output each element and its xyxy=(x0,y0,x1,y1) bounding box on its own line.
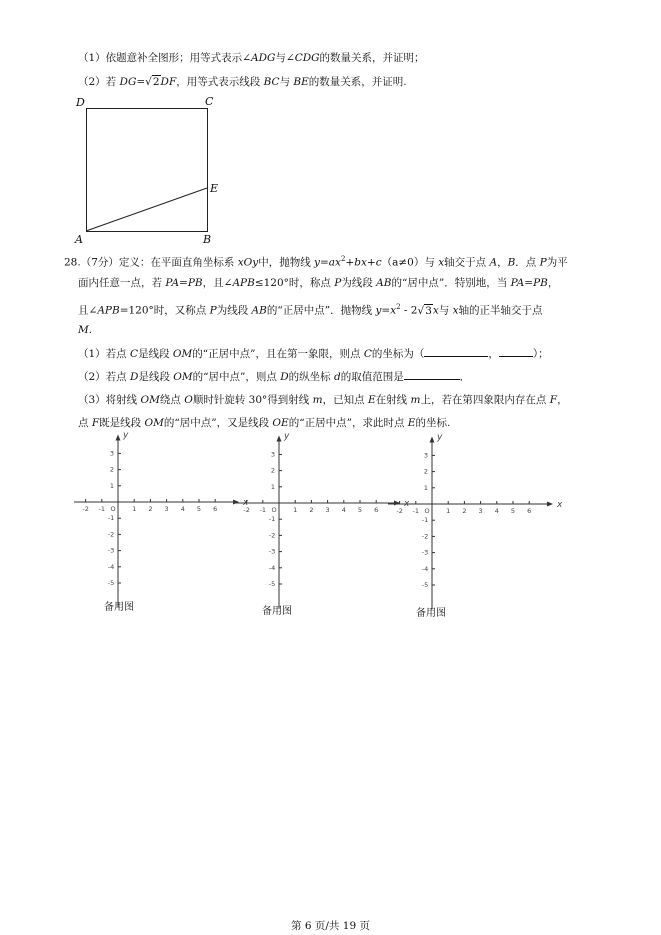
axes-svg xyxy=(235,431,413,619)
y-tick-label: 3 xyxy=(109,449,115,458)
x-tick-label: 2 xyxy=(148,505,153,513)
y-axis-arrow xyxy=(277,435,282,441)
x-tick-label: 3 xyxy=(478,507,483,515)
label-e: E xyxy=(210,182,219,195)
y-tick-label: -5 xyxy=(107,579,115,587)
answer-blank-cy[interactable] xyxy=(499,346,533,357)
sqrt-2: √2 xyxy=(145,76,160,88)
y-tick-label: -5 xyxy=(421,581,429,589)
y-tick-label: 3 xyxy=(423,451,429,460)
caption-grid-2: 备用图 xyxy=(262,606,292,617)
y-tick-label: 2 xyxy=(109,465,115,474)
coordinate-grid-3 xyxy=(388,432,566,623)
x-tick-label: 4 xyxy=(341,506,346,514)
q27-part1: （1）依题意补全图形；用等式表示∠ADG与∠CDG的数量关系，并证明； xyxy=(78,52,425,64)
y-tick-label: 3 xyxy=(270,450,276,459)
label-b: B xyxy=(203,233,212,246)
x-axis-label: x xyxy=(404,499,410,509)
label-c: C xyxy=(205,95,214,108)
sqrt-3: √3 xyxy=(417,304,432,317)
y-axis-label: y xyxy=(437,432,443,443)
y-axis-arrow xyxy=(116,434,121,440)
label-a: A xyxy=(75,233,83,246)
x-tick-label: 2 xyxy=(462,507,467,515)
x-tick-label: 5 xyxy=(357,506,363,514)
q28-line2: 面内任意一点，若 PA=PB，且∠APB≤120°时，称点 P为线段 AB的“居中点”．特别地，当 PA=PB， xyxy=(78,277,559,289)
y-tick-label: -5 xyxy=(268,580,276,588)
x-tick-label: 6 xyxy=(527,507,532,515)
axes-svg xyxy=(74,430,252,618)
label-d: D xyxy=(76,96,85,109)
answer-blank-cx[interactable] xyxy=(424,346,488,357)
x-tick-label: -2 xyxy=(82,505,89,513)
q28-sub2: （2）若点 D是线段 OM的“居中点”，则点 D的纵坐标 d的取值范围是 ． xyxy=(78,371,471,383)
x-tick-label: 4 xyxy=(180,505,185,513)
q28-sub1: （1）若点 C是线段 OM的“正居中点”，且在第一象限，则点 C的坐标为（ ， ）； xyxy=(78,348,549,360)
coordinate-grid-1 xyxy=(74,430,252,621)
y-tick-label: 1 xyxy=(270,482,276,491)
x-tick-label: -2 xyxy=(243,506,250,514)
y-axis-label: y xyxy=(123,430,129,441)
x-tick-label: O xyxy=(424,507,430,515)
caption-grid-3: 备用图 xyxy=(416,608,446,619)
x-tick-label: 2 xyxy=(309,506,314,514)
y-tick-label: -2 xyxy=(268,531,276,540)
y-tick-label: -1 xyxy=(107,514,115,523)
x-tick-label: 1 xyxy=(293,506,298,514)
y-tick-label: -1 xyxy=(268,515,276,524)
y-tick-label: 1 xyxy=(109,481,115,490)
x-tick-label: 1 xyxy=(132,505,137,513)
q28-sub3-cont: 点 F既是线段 OM的“居中点”，又是线段 OE的“正居中点”，求此时点 E的坐标. xyxy=(78,417,451,429)
y-tick-label: 2 xyxy=(423,467,429,476)
y-axis-label: y xyxy=(284,431,290,442)
x-tick-label: -1 xyxy=(259,506,267,514)
x-tick-label: 1 xyxy=(446,507,451,515)
q28-sub3: （3）将射线 OM绕点 O顺时针旋转 30°得到射线 m，已知点 E在射线 m上，若在第四象限内存在点 F， xyxy=(78,394,568,406)
caption-grid-1: 备用图 xyxy=(104,602,134,613)
x-tick-label: 5 xyxy=(196,505,202,513)
x-tick-label: 6 xyxy=(213,505,218,513)
x-tick-label: -1 xyxy=(412,507,420,515)
x-tick-label: 4 xyxy=(494,507,499,515)
q28-line3: 且∠APB=120°时，又称点 P为线段 AB的“正居中点”．抛物线 $y=x^2 - 2√3x$与 x轴的正半轴交于点 xyxy=(78,303,543,317)
y-tick-label: 1 xyxy=(423,483,429,492)
coordinate-grid-2 xyxy=(235,431,413,622)
page-footer: 第 6 页/共 19 页 xyxy=(291,920,370,932)
x-axis-arrow xyxy=(547,502,553,507)
y-tick-label: 2 xyxy=(270,466,276,475)
q27-part2: （2）若 DG=√2DF，用等式表示线段 BC与 BE的数量关系，并证明. xyxy=(78,76,407,88)
x-tick-label: 3 xyxy=(325,506,330,514)
y-axis-arrow xyxy=(430,436,435,442)
x-tick-label: O xyxy=(271,506,277,514)
x-tick-label: -2 xyxy=(396,507,403,515)
y-tick-label: -3 xyxy=(421,548,429,557)
y-tick-label: -4 xyxy=(107,562,115,571)
q28-line4: M. xyxy=(78,324,93,336)
x-tick-label: 6 xyxy=(374,506,379,514)
y-tick-label: -4 xyxy=(268,563,276,572)
x-axis-label: x xyxy=(557,500,563,510)
answer-blank-d-range[interactable] xyxy=(404,369,460,380)
x-tick-label: 3 xyxy=(164,505,169,513)
x-tick-label: 5 xyxy=(510,507,516,515)
y-tick-label: -4 xyxy=(421,564,429,573)
y-tick-label: -2 xyxy=(421,532,429,541)
x-axis-label: x xyxy=(243,498,249,508)
square-abcd xyxy=(86,108,208,232)
x-tick-label: -1 xyxy=(98,505,106,513)
y-tick-label: -3 xyxy=(107,546,115,555)
y-tick-label: -3 xyxy=(268,547,276,556)
y-tick-label: -1 xyxy=(421,516,429,525)
y-tick-label: -2 xyxy=(107,530,115,539)
q28-line1: 28.（7分）定义：在平面直角坐标系 xOy中，抛物线 $y=ax^2+bx+c(a\ne 0)$与 x轴交于点 A，B．点 P为平 xyxy=(64,255,568,269)
axes-svg xyxy=(388,432,566,620)
x-tick-label: O xyxy=(110,505,116,513)
